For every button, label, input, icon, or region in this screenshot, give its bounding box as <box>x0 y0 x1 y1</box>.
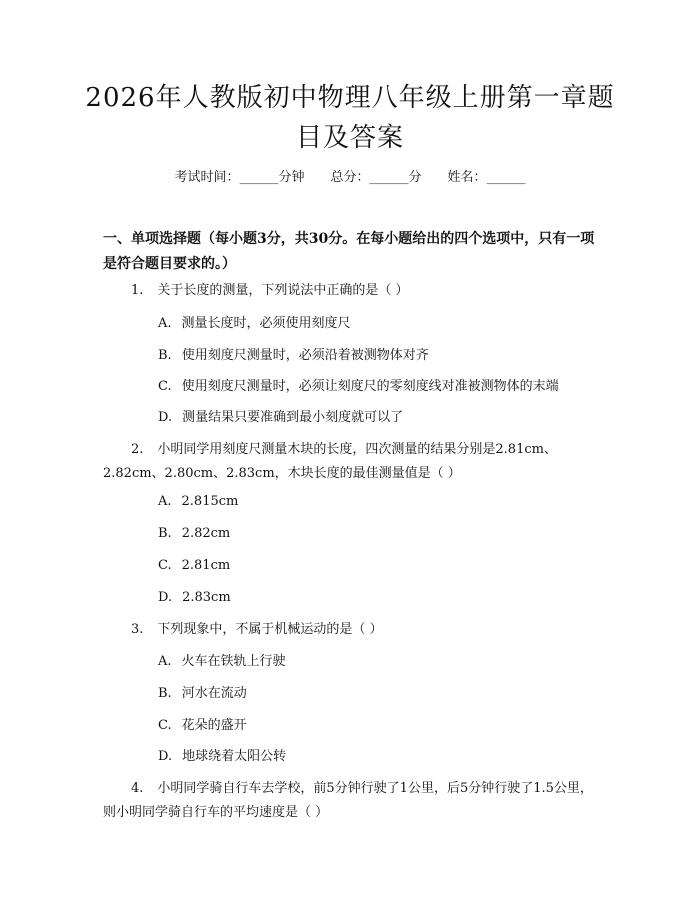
option-letter: C. <box>158 379 172 394</box>
question-2-option-b <box>158 524 618 544</box>
option-letter: C. <box>158 718 172 733</box>
question-1-option-c <box>158 377 618 397</box>
option-text: 使用刻度尺测量时，必须沿着被测物体对齐 <box>181 348 429 363</box>
question-text: 下列现象中，不属于机械运动的是（ ） <box>157 622 383 637</box>
option-letter: A. <box>158 654 172 669</box>
question-text: 小明同学骑自行车去学校，前5分钟行驶了1公里，后5分钟行驶了1.5公里，则小明同学骑自行车的平均速度是（ ） <box>103 781 593 820</box>
question-number: 1. <box>131 283 144 298</box>
option-letter: B. <box>158 526 172 541</box>
option-letter: D. <box>158 749 173 764</box>
question-2-option-c <box>158 556 618 576</box>
question-1-option-b <box>158 346 618 366</box>
option-letter: B. <box>158 686 172 701</box>
question-3 <box>103 618 603 642</box>
option-text: 河水在流动 <box>181 686 247 701</box>
exam-info <box>0 168 700 188</box>
document-title <box>70 78 630 158</box>
student-name-label: 姓名： <box>447 170 487 185</box>
option-text: 测量结果只要准确到最小刻度就可以了 <box>182 410 404 425</box>
total-score-label: 总分： <box>330 170 370 185</box>
exam-time-label: 考试时间： <box>174 170 240 185</box>
exam-time-blank: ______ <box>239 170 279 185</box>
option-text: 地球绕着太阳公转 <box>182 749 287 764</box>
question-1-option-d <box>158 408 618 428</box>
option-text: 2.81cm <box>181 558 231 573</box>
option-text: 测量长度时，必须使用刻度尺 <box>181 316 351 331</box>
title-line-2: 目及答案 <box>295 123 404 153</box>
option-text: 2.815cm <box>181 494 239 509</box>
question-3-option-a <box>158 652 618 672</box>
question-number: 3. <box>131 622 144 637</box>
question-2-option-a <box>158 492 618 512</box>
question-number: 4. <box>131 781 144 796</box>
total-score-blank: ______ <box>369 170 409 185</box>
option-letter: D. <box>158 410 173 425</box>
question-3-option-c <box>158 716 618 736</box>
option-letter: A. <box>158 494 172 509</box>
question-1 <box>103 279 603 303</box>
question-2-option-d <box>158 588 618 608</box>
option-text: 2.82cm <box>181 526 231 541</box>
section-1-header: 一、单项选择题（每小题3分，共30分。在每小题给出的四个选项中，只有一项是符合题目要求的。） <box>103 231 595 272</box>
question-2 <box>103 438 603 486</box>
student-name-blank: ______ <box>486 170 526 185</box>
question-3-option-b <box>158 684 618 704</box>
option-text: 火车在铁轨上行驶 <box>181 654 286 669</box>
question-1-option-a <box>158 314 618 334</box>
total-score-unit: 分 <box>408 170 422 185</box>
option-letter: C. <box>158 558 172 573</box>
option-text: 花朵的盛开 <box>181 718 247 733</box>
option-text: 使用刻度尺测量时，必须让刻度尺的零刻度线对准被测物体的末端 <box>181 379 559 394</box>
question-text: 小明同学用刻度尺测量木块的长度，四次测量的结果分别是2.81cm、2.82cm、2.80cm、2.83cm，木块长度的最佳测量值是（ ） <box>103 442 557 481</box>
option-letter: D. <box>158 590 173 605</box>
question-number: 2. <box>131 442 144 457</box>
exam-time-unit: 分钟 <box>278 170 305 185</box>
title-line-1: 2026年人教版初中物理八年级上册第一章题 <box>85 83 615 113</box>
option-letter: B. <box>158 348 172 363</box>
question-text: 关于长度的测量，下列说法中正确的是（ ） <box>157 283 409 298</box>
question-4 <box>103 777 603 825</box>
question-3-option-d <box>158 747 618 767</box>
option-text: 2.83cm <box>182 590 231 605</box>
option-letter: A. <box>158 316 172 331</box>
